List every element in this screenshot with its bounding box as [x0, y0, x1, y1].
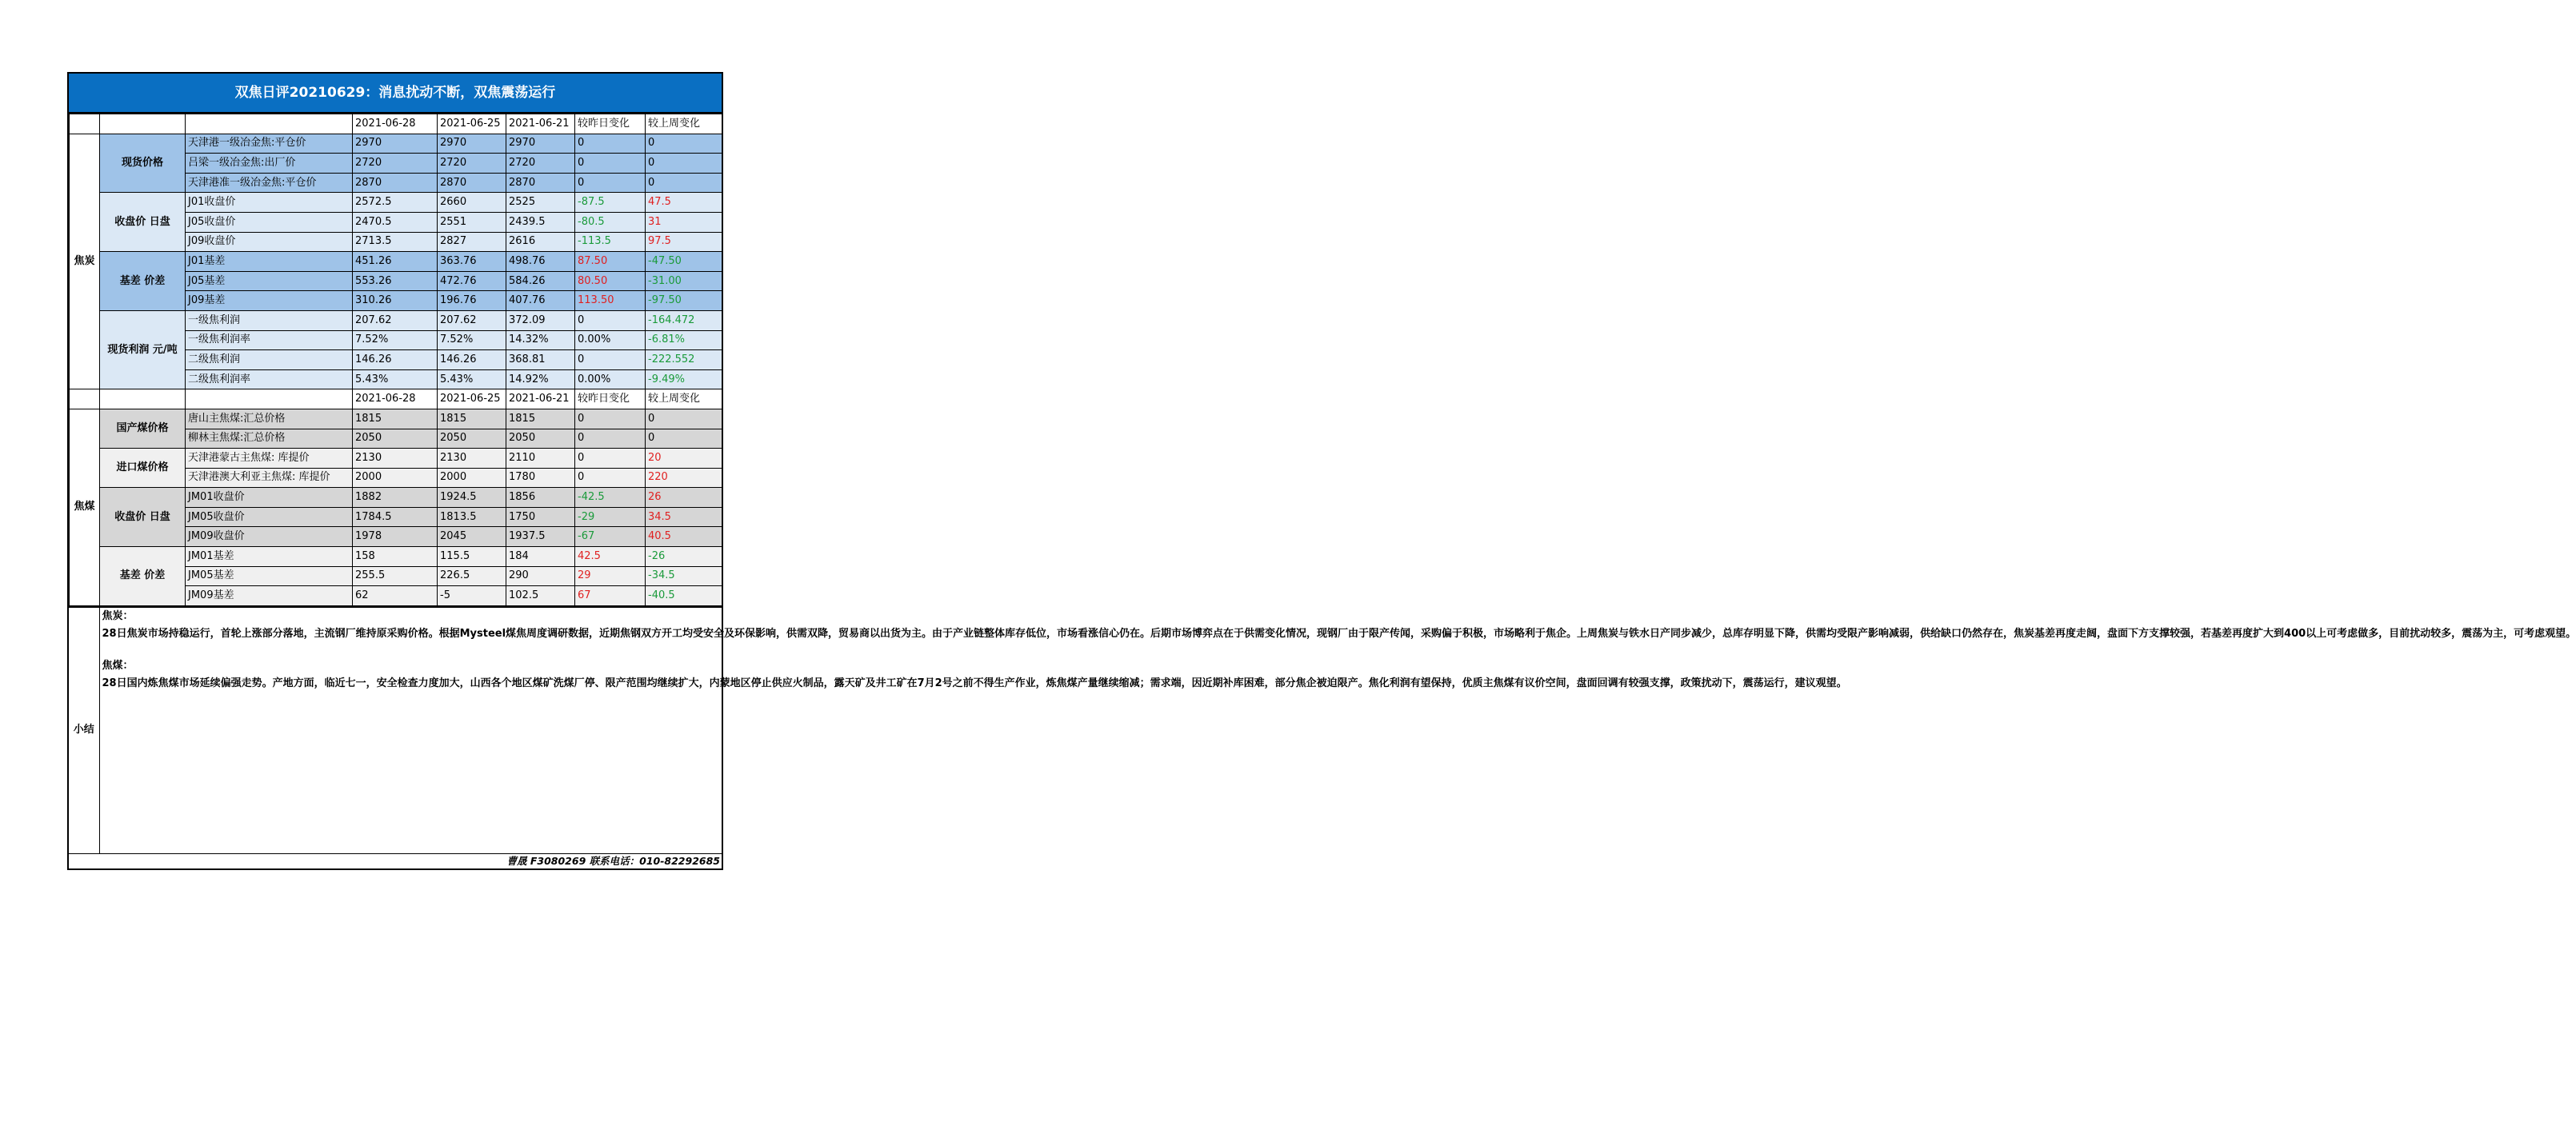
daily-change-cell: 0.00%: [575, 330, 646, 350]
daily-change-cell: 0: [575, 154, 646, 174]
table-row: [70, 310, 722, 330]
weekly-change-cell: 97.5: [646, 232, 722, 252]
row-label: 一级焦利润率: [186, 330, 353, 350]
column-header: 较昨日变化: [575, 389, 646, 409]
value-cell: 553.26: [353, 271, 438, 291]
value-cell: 1815: [438, 409, 506, 429]
header-blank: [70, 114, 100, 134]
value-cell: 184: [506, 547, 575, 567]
value-cell: 1813.5: [438, 507, 506, 527]
value-cell: 2720: [353, 154, 438, 174]
row-label: 一级焦利润: [186, 310, 353, 330]
table-row: [70, 252, 722, 272]
group-label: 收盘价 日盘: [100, 488, 186, 547]
summary-table: [69, 606, 2576, 853]
summary-body: [99, 607, 2576, 853]
weekly-change-cell: -40.5: [646, 586, 722, 606]
column-header: 较昨日变化: [575, 114, 646, 134]
coal-summary-title: 焦煤：: [102, 659, 134, 672]
weekly-change-cell: 0: [646, 429, 722, 449]
weekly-change-cell: -222.552: [646, 350, 722, 370]
table-row: [70, 488, 722, 508]
row-label: 柳林主焦煤:汇总价格: [186, 429, 353, 449]
column-header: 2021-06-21: [506, 114, 575, 134]
daily-change-cell: -42.5: [575, 488, 646, 508]
column-header: 2021-06-28: [353, 389, 438, 409]
value-cell: 158: [353, 547, 438, 567]
group-label: 国产煤价格: [100, 409, 186, 448]
weekly-change-cell: 40.5: [646, 527, 722, 547]
weekly-change-cell: 0: [646, 134, 722, 154]
value-cell: 2110: [506, 449, 575, 469]
group-label: 基差 价差: [100, 547, 186, 606]
value-cell: 1750: [506, 507, 575, 527]
data-table: [69, 114, 722, 606]
value-cell: 2045: [438, 527, 506, 547]
row-label: 二级焦利润: [186, 350, 353, 370]
value-cell: 310.26: [353, 291, 438, 311]
value-cell: 7.52%: [353, 330, 438, 350]
row-label: J09基差: [186, 291, 353, 311]
daily-change-cell: 0: [575, 449, 646, 469]
value-cell: 2525: [506, 193, 575, 213]
value-cell: 7.52%: [438, 330, 506, 350]
row-label: 天津港准一级冶金焦:平仓价: [186, 173, 353, 193]
value-cell: 2050: [353, 429, 438, 449]
daily-change-cell: 0: [575, 134, 646, 154]
row-label: 唐山主焦煤:汇总价格: [186, 409, 353, 429]
table-row: [70, 547, 722, 567]
row-label: 吕梁一级冶金焦:出厂价: [186, 154, 353, 174]
daily-change-cell: 0: [575, 350, 646, 370]
value-cell: 1882: [353, 488, 438, 508]
table-row: [70, 409, 722, 429]
value-cell: 2970: [353, 134, 438, 154]
value-cell: 2720: [506, 154, 575, 174]
coke-summary-title: 焦炭：: [102, 609, 134, 622]
weekly-change-cell: 31: [646, 212, 722, 232]
daily-change-cell: -113.5: [575, 232, 646, 252]
header-row: [70, 114, 722, 134]
row-label: 天津港蒙古主焦煤: 库提价: [186, 449, 353, 469]
daily-change-cell: 80.50: [575, 271, 646, 291]
value-cell: 2660: [438, 193, 506, 213]
value-cell: 2970: [506, 134, 575, 154]
weekly-change-cell: -34.5: [646, 566, 722, 586]
weekly-change-cell: 34.5: [646, 507, 722, 527]
value-cell: 115.5: [438, 547, 506, 567]
row-label: J01收盘价: [186, 193, 353, 213]
value-cell: 207.62: [438, 310, 506, 330]
value-cell: 62: [353, 586, 438, 606]
daily-change-cell: 0: [575, 468, 646, 488]
header-blank: [100, 114, 186, 134]
value-cell: 146.26: [353, 350, 438, 370]
summary-label: 小结: [69, 607, 99, 853]
daily-change-cell: 0: [575, 429, 646, 449]
weekly-change-cell: 0: [646, 154, 722, 174]
report-card: [67, 72, 2576, 870]
weekly-change-cell: -9.49%: [646, 369, 722, 389]
row-label: JM01基差: [186, 547, 353, 567]
daily-change-cell: 87.50: [575, 252, 646, 272]
table-row: [70, 134, 722, 154]
value-cell: 1924.5: [438, 488, 506, 508]
row-label: 天津港澳大利亚主焦煤: 库提价: [186, 468, 353, 488]
daily-change-cell: -67: [575, 527, 646, 547]
value-cell: 2720: [438, 154, 506, 174]
row-label: J05基差: [186, 271, 353, 291]
weekly-change-cell: -6.81%: [646, 330, 722, 350]
value-cell: 14.32%: [506, 330, 575, 350]
value-cell: 2870: [506, 173, 575, 193]
value-cell: 2000: [353, 468, 438, 488]
value-cell: 1937.5: [506, 527, 575, 547]
value-cell: 2827: [438, 232, 506, 252]
row-label: J05收盘价: [186, 212, 353, 232]
weekly-change-cell: -97.50: [646, 291, 722, 311]
value-cell: 102.5: [506, 586, 575, 606]
value-cell: 2050: [438, 429, 506, 449]
value-cell: 451.26: [353, 252, 438, 272]
value-cell: 1780: [506, 468, 575, 488]
value-cell: 2970: [438, 134, 506, 154]
daily-change-cell: 0: [575, 310, 646, 330]
column-header: 2021-06-21: [506, 389, 575, 409]
value-cell: 1856: [506, 488, 575, 508]
column-header: 2021-06-28: [353, 114, 438, 134]
value-cell: 14.92%: [506, 369, 575, 389]
daily-change-cell: 113.50: [575, 291, 646, 311]
value-cell: 5.43%: [353, 369, 438, 389]
column-header: 2021-06-25: [438, 389, 506, 409]
header-blank: [186, 114, 353, 134]
row-label: JM09收盘价: [186, 527, 353, 547]
daily-change-cell: 0: [575, 173, 646, 193]
section-label: 焦炭: [70, 134, 100, 389]
row-label: J01基差: [186, 252, 353, 272]
header-blank: [70, 389, 100, 409]
value-cell: 290: [506, 566, 575, 586]
value-cell: 146.26: [438, 350, 506, 370]
daily-change-cell: 0: [575, 409, 646, 429]
table-row: [70, 449, 722, 469]
weekly-change-cell: 47.5: [646, 193, 722, 213]
row-label: JM05收盘价: [186, 507, 353, 527]
coke-summary-text: 28日焦炭市场持稳运行，首轮上涨部分落地，主流钢厂维持原采购价格。根据Mysteel煤焦周度调研数据，近期焦钢双方开工均受安全及环保影响，供需双降，贸易商以出货为主。由于产业链整体库存低位，市场看涨信心仍在。后期市场博弈点在于供需变化情况，现钢厂由于限产传闻，采购偏于积极，市场略利于焦企。上周焦炭与铁水日产同步减少，总库存明显下降，供需均受限产影响减弱，供给缺口仍然存在，焦炭基差再度走阔，盘面下方支撑较强，若基差再度扩大到400以上可考虑做多，目前扰动较多，震荡为主，可考虑观望。: [102, 627, 2576, 640]
column-header: 较上周变化: [646, 389, 722, 409]
group-label: 现货利润 元/吨: [100, 310, 186, 389]
weekly-change-cell: -26: [646, 547, 722, 567]
value-cell: 2870: [438, 173, 506, 193]
table-row: [70, 193, 722, 213]
value-cell: 207.62: [353, 310, 438, 330]
row-label: JM01收盘价: [186, 488, 353, 508]
group-label: 进口煤价格: [100, 449, 186, 488]
row-label: 二级焦利润率: [186, 369, 353, 389]
value-cell: 363.76: [438, 252, 506, 272]
weekly-change-cell: -47.50: [646, 252, 722, 272]
weekly-change-cell: 26: [646, 488, 722, 508]
report-title: 双焦日评20210629：消息扰动不断，双焦震荡运行: [69, 74, 722, 114]
value-cell: 2713.5: [353, 232, 438, 252]
value-cell: 2130: [353, 449, 438, 469]
value-cell: 2000: [438, 468, 506, 488]
value-cell: 2870: [353, 173, 438, 193]
group-label: 基差 价差: [100, 252, 186, 311]
coal-summary-text: 28日国内炼焦煤市场延续偏强走势。产地方面，临近七一，安全检查力度加大，山西各个地区煤矿洗煤厂停、限产范围均继续扩大，内蒙地区停止供应火制品，露天矿及井工矿在7月2号之前不得生产作业，炼焦煤产量继续缩减；需求端，因近期补库困难，部分焦企被迫限产。焦化利润有望保持，优质主焦煤有议价空间，盘面回调有较强支撑，政策扰动下，震荡运行，建议观望。: [102, 677, 1847, 689]
header-row: [70, 389, 722, 409]
daily-change-cell: 67: [575, 586, 646, 606]
value-cell: 2616: [506, 232, 575, 252]
value-cell: 226.5: [438, 566, 506, 586]
value-cell: 2050: [506, 429, 575, 449]
value-cell: 196.76: [438, 291, 506, 311]
weekly-change-cell: -31.00: [646, 271, 722, 291]
value-cell: -5: [438, 586, 506, 606]
weekly-change-cell: 220: [646, 468, 722, 488]
row-label: JM09基差: [186, 586, 353, 606]
value-cell: 407.76: [506, 291, 575, 311]
section-label: 焦煤: [70, 409, 100, 605]
weekly-change-cell: 20: [646, 449, 722, 469]
daily-change-cell: -87.5: [575, 193, 646, 213]
value-cell: 584.26: [506, 271, 575, 291]
row-label: J09收盘价: [186, 232, 353, 252]
row-label: JM05基差: [186, 566, 353, 586]
weekly-change-cell: 0: [646, 409, 722, 429]
value-cell: 2551: [438, 212, 506, 232]
author-contact: 曹晟 F3080269 联系电话：010-82292685: [69, 853, 722, 868]
weekly-change-cell: -164.472: [646, 310, 722, 330]
value-cell: 2130: [438, 449, 506, 469]
value-cell: 368.81: [506, 350, 575, 370]
value-cell: 1784.5: [353, 507, 438, 527]
column-header: 较上周变化: [646, 114, 722, 134]
group-label: 收盘价 日盘: [100, 193, 186, 252]
value-cell: 2572.5: [353, 193, 438, 213]
column-header: 2021-06-25: [438, 114, 506, 134]
value-cell: 498.76: [506, 252, 575, 272]
daily-change-cell: -29: [575, 507, 646, 527]
value-cell: 1978: [353, 527, 438, 547]
row-label: 天津港一级冶金焦:平仓价: [186, 134, 353, 154]
value-cell: 2470.5: [353, 212, 438, 232]
value-cell: 2439.5: [506, 212, 575, 232]
daily-change-cell: 42.5: [575, 547, 646, 567]
value-cell: 472.76: [438, 271, 506, 291]
group-label: 现货价格: [100, 134, 186, 193]
header-blank: [100, 389, 186, 409]
value-cell: 1815: [506, 409, 575, 429]
daily-change-cell: 29: [575, 566, 646, 586]
value-cell: 1815: [353, 409, 438, 429]
header-blank: [186, 389, 353, 409]
daily-change-cell: -80.5: [575, 212, 646, 232]
value-cell: 5.43%: [438, 369, 506, 389]
weekly-change-cell: 0: [646, 173, 722, 193]
value-cell: 255.5: [353, 566, 438, 586]
daily-change-cell: 0.00%: [575, 369, 646, 389]
value-cell: 372.09: [506, 310, 575, 330]
